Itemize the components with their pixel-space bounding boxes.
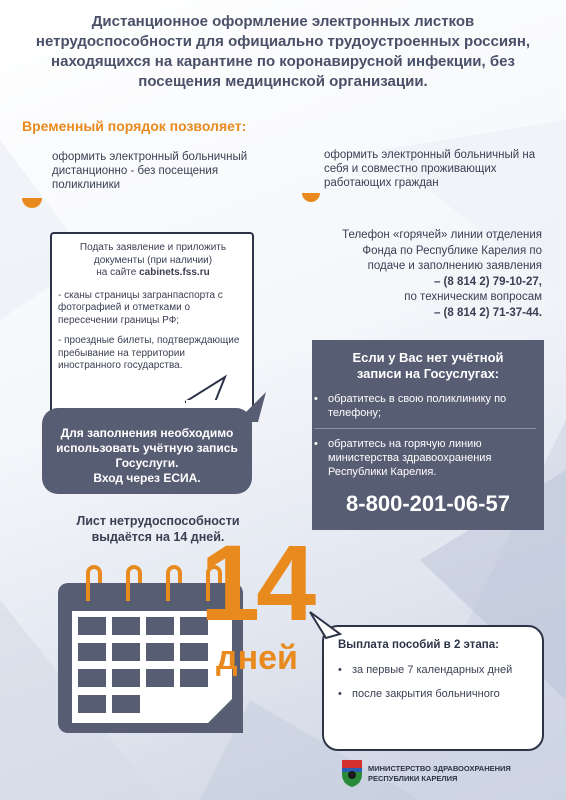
footer-org-line-1: МИНИСТЕРСТВО ЗДРАВООХРАНЕНИЯ [368,764,511,773]
payment-bubble [322,625,544,751]
option-right-text: оформить электронный больничный на себя и совместно проживающих работающих граждан [324,149,536,189]
big-number: 14 [200,522,313,643]
gosuslugi-bullet-1: • обратитесь в свою поликлинику по телефону; [314,392,536,429]
payment-bullet-2: • после закрытия больничного [338,687,532,701]
hotline-line-1: Телефон «горячей» линии отделения [342,229,542,241]
gosuslugi-box [312,340,544,530]
sick-leave-line-2: выдаётся на 14 дней. [91,530,225,544]
gosuslugi-heading-2: записи на Госуслугах: [356,366,500,381]
hotline-line-4: по техническим вопросам [404,291,542,303]
callout-tail [185,372,235,412]
gosuslugi-phone[interactable]: 8-800-201-06-57 [346,491,510,516]
gosuslugi-heading-1: Если у Вас нет учётной [352,350,504,365]
documents-item-2: - проездные билеты, подтверждающие пребывание на территории иностранного государства. [58,335,240,371]
footer-org [368,764,511,784]
payment-heading: Выплата пособий в 2 этапа: [338,639,499,651]
esia-line-3: Госуслуги. [115,456,179,470]
gosuslugi-list [314,392,536,479]
page-title: Дистанционное оформление электронных листков нетрудоспособности для официально трудоустроенных россиян, находящихся на карантине по коронавирусной инфекции, без посещения медицинской организации. [35,13,531,90]
documents-intro-prefix: на сайте [96,267,137,278]
gosuslugi-heading [312,350,544,382]
hotline-block [306,228,542,321]
option-left-text: оформить электронный больничный дистанционно - без посещения поликлиники [52,151,248,191]
site-link[interactable]: cabinets.fss.ru [139,267,210,278]
hotline-line-3: подаче и заполнению заявления [367,260,542,272]
subheading: Временный порядок позволяет: [22,118,247,134]
documents-intro-2: документы (при наличии) [93,254,213,266]
payment-bullet-1: • за первые 7 календарных дней [338,663,532,683]
sick-leave-line-1: Лист нетрудоспособности [76,514,240,528]
hotline-line-2: Фонда по Республике Карелия по [362,244,542,257]
big-word: дней [216,639,298,677]
esia-bubble [42,408,252,494]
callout-tail [236,388,276,428]
esia-line-4: Вход через ЕСИА. [93,471,201,485]
arc-icon [300,182,322,204]
payment-list [338,663,532,701]
documents-intro-1: Подать заявление и приложить [79,242,227,253]
documents-item-1: - сканы страницы загранпаспорта с фотографией и отметками о пересечении границы РФ; [58,289,223,326]
coat-of-arms-icon [340,758,364,788]
callout-tail [306,610,346,644]
hotline-phone-2[interactable]: – (8 814 2) 71-37-44. [433,306,542,319]
hotline-phone-1[interactable]: – (8 814 2) 79-10-27, [433,275,542,288]
documents-intro-3 [58,267,248,280]
esia-line-1: Для заполнения необходимо [60,426,234,440]
gosuslugi-bullet-2: • обратитесь на горячую линию министерства здравоохранения Республики Карелия. [314,437,536,479]
arc-icon [20,186,44,210]
esia-line-2: использовать учётную запись [56,441,238,455]
footer-org-line-2: РЕСПУБЛИКИ КАРЕЛИЯ [368,774,458,783]
